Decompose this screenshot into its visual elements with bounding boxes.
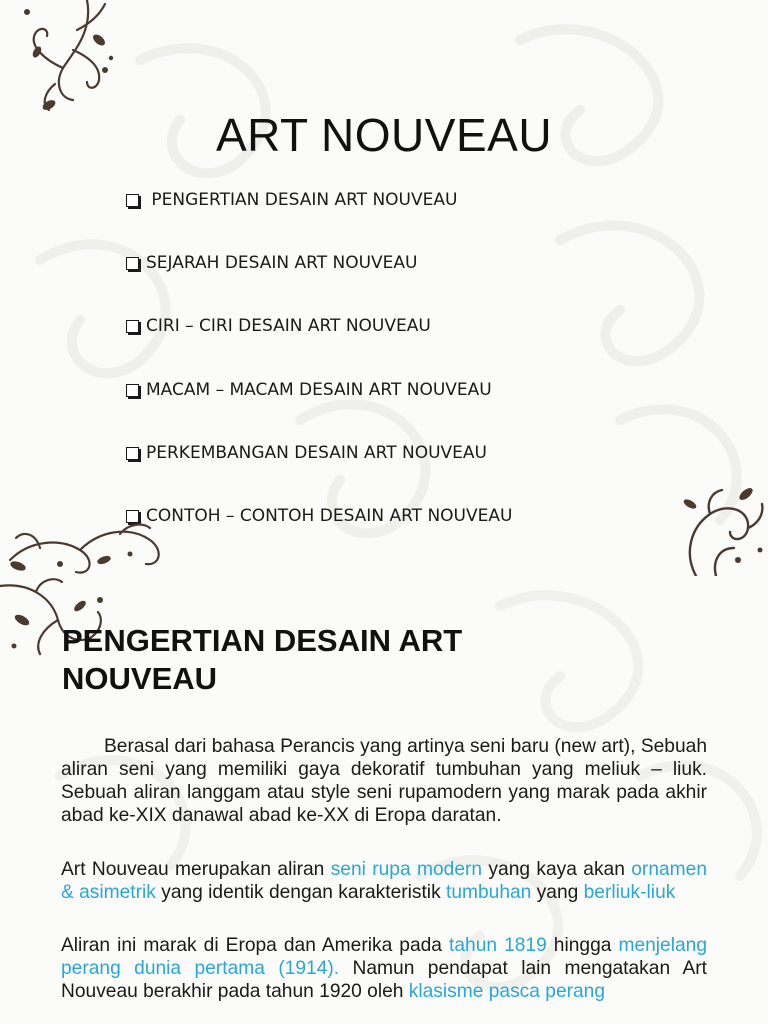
paragraph-3: [61, 934, 707, 1003]
list-item: [124, 502, 512, 565]
topic-list: [124, 186, 512, 565]
list-item-label: PERKEMBANGAN DESAIN ART NOUVEAU: [146, 442, 487, 463]
link-klasisme-pasca-perang[interactable]: klasisme pasca perang: [408, 981, 606, 1002]
link-seni-rupa-modern[interactable]: seni rupa modern: [330, 859, 483, 880]
checkbox-icon: [126, 384, 139, 397]
list-item: [124, 439, 512, 502]
text-span: hingga: [546, 935, 619, 956]
checkbox-icon: [126, 257, 139, 270]
list-item: [124, 186, 512, 249]
paragraph-2: [61, 858, 707, 904]
checkbox-icon: [126, 447, 139, 460]
list-item-label: CONTOH – CONTOH DESAIN ART NOUVEAU: [146, 505, 513, 526]
link-berliuk-liuk[interactable]: berliuk-liuk: [583, 882, 676, 903]
text-span: Namun pendapat lain mengatakan Art Nouveau berakhir pada tahun 1920 oleh: [61, 958, 707, 1002]
slide-2: [0, 576, 768, 1024]
floral-ornament-icon: [0, 520, 180, 576]
text-span: yang identik dengan karakteristik: [155, 882, 446, 903]
list-item: [124, 376, 512, 439]
list-item-label: CIRI – CIRI DESAIN ART NOUVEAU: [146, 316, 431, 337]
link-perang-dunia-pertama[interactable]: menjelang perang dunia pertama (1914).: [61, 935, 708, 979]
list-item-label: SEJARAH DESAIN ART NOUVEAU: [146, 253, 418, 274]
checkbox-icon: [126, 320, 139, 333]
list-item: [124, 249, 512, 312]
floral-ornament-icon: [15, 0, 115, 115]
text-span: Art Nouveau merupakan aliran: [61, 859, 331, 880]
link-ornamen-asimetrik[interactable]: ornamen & asimetrik: [61, 859, 707, 903]
list-item: [124, 312, 512, 375]
list-item-label: PENGERTIAN DESAIN ART NOUVEAU: [146, 190, 458, 210]
floral-ornament-icon: [676, 484, 768, 576]
text-span: yang: [531, 882, 584, 903]
list-item-label: MACAM – MACAM DESAIN ART NOUVEAU: [146, 379, 492, 400]
text-span: yang kaya akan: [482, 859, 632, 880]
link-tahun-1819[interactable]: tahun 1819: [449, 935, 547, 956]
checkbox-icon: [126, 194, 139, 207]
slide-title: ART NOUVEAU: [215, 109, 553, 161]
text-span: Aliran ini marak di Eropa dan Amerika pada: [61, 935, 450, 956]
link-tumbuhan[interactable]: tumbuhan: [446, 882, 532, 903]
section-title: PENGERTIAN DESAIN ART NOUVEAU: [62, 623, 463, 696]
paragraph-1: Berasal dari bahasa Perancis yang artinya seni baru (new art), Sebuah aliran seni yang memiliki gaya dekoratif tumbuhan yang meliuk – liuk. Sebuah aliran langgam atau style seni rupamodern yang marak pada akhir abad ke-XIX danawal abad ke-XX di Eropa daratan.: [61, 736, 713, 826]
